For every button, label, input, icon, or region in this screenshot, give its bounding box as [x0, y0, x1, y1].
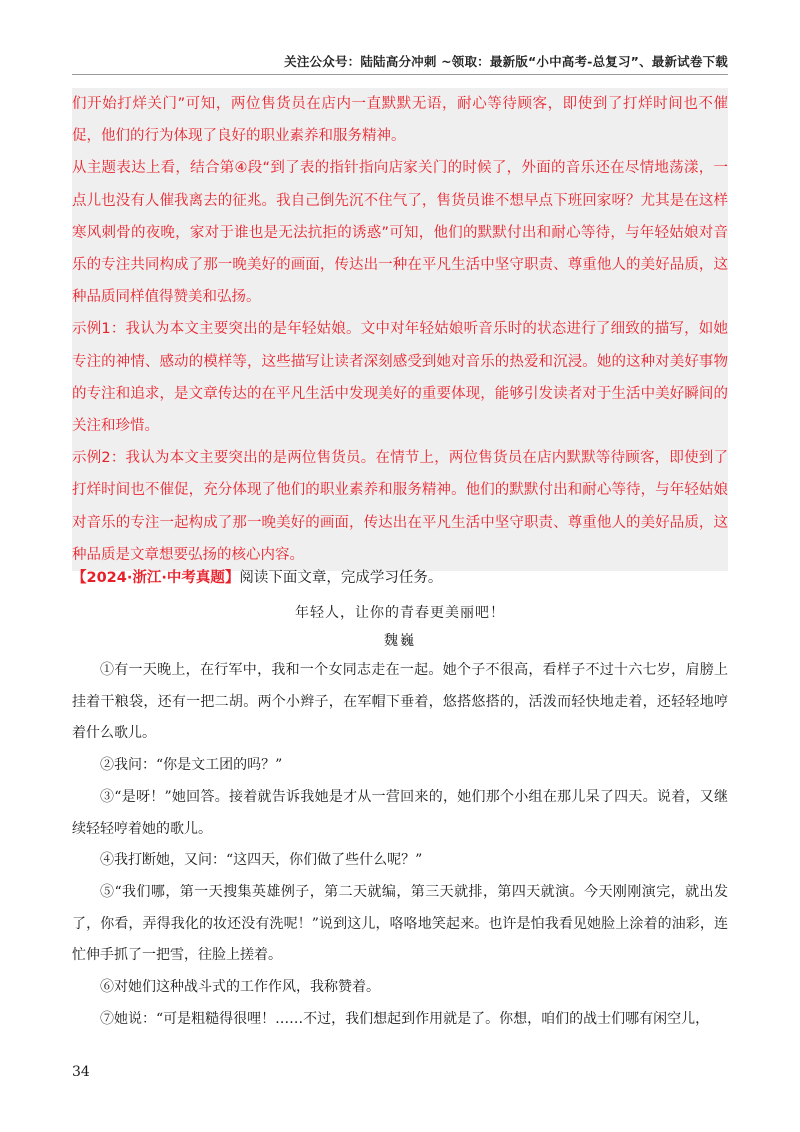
answer-paragraph: 示例1：我认为本文主要突出的是年轻姑娘。文中对年轻姑娘听音乐时的状态进行了细致的描写，如她专注的神情、感动的模样等，这些描写让读者深刻感受到她对音乐的热爱和沉浸。她的这种对美好事物的专注和追求，是文章传达的在平凡生活中发现美好的重要体现，能够引发读者对于生活中美好瞬间的关注和珍惜。: [72, 321, 728, 435]
page-header: 关注公众号：陆陆高分冲刺 ~领取：最新版“小中高考-总复习”、最新试卷下载: [284, 54, 728, 69]
article-title: 年轻人，让你的青春更美丽吧！: [295, 605, 505, 621]
question-source-tag: 【2024·浙江·中考真题】: [72, 570, 240, 586]
article-body: [72, 655, 728, 1035]
question-instruction: 阅读下面文章，完成学习任务。: [239, 570, 443, 586]
answer-paragraph: 示例2：我认为本文主要突出的是两位售货员。在情节上，两位售货员在店内默默等待顾客，即使到了打烊时间也不催促，充分体现了他们的职业素养和服务精神。他们的默默付出和耐心等待，与年轻姑娘对音乐的专注一起构成了那一晚美好的画面，传达出在平凡生活中坚守职责、尊重他人的美好品质，这种品质是文章想要弘扬的核心内容。: [72, 450, 728, 563]
article-paragraph: ⑥对她们这种战斗式的工作作风，我称赞着。: [100, 979, 380, 996]
article-paragraph: ②我问：“你是文工团的吗？”: [100, 757, 283, 774]
page-number: 34: [72, 1064, 90, 1080]
article-paragraph: ⑤“我们哪，第一天搜集英雄例子，第二天就编，第三天就排，第四天就演。今天刚刚演完，就出发了，你看，弄得我化的妆还没有洗呢！”说到这儿，咯咯地笑起来。也许是怕我看见她脸上涂着的油彩，连忙伸手抓了一把雪，往脸上搓着。: [72, 883, 728, 964]
article-author: 魏巍: [384, 633, 416, 649]
answer-paragraph: 从主题表达上看，结合第④段“到了表的指针指向店家关门的时候了，外面的音乐还在尽情地荡漾，一点儿也没有人催我离去的征兆。我自己倒先沉不住气了，售货员谁不想早点下班回家呀？尤其是在这样寒风刺骨的夜晚，家对于谁也是无法抗拒的诱惑”可知，他们的默默付出和耐心等待，与年轻姑娘对音乐的专注共同构成了那一晚美好的画面，传达出一种在平凡生活中坚守职责、尊重他人的美好品质，这种品质同样值得赞美和弘扬。: [72, 160, 728, 306]
article-paragraph: ⑦她说：“可是粗糙得很哩！……不过，我们想起到作用就是了。你想，咱们的战士们哪有闲空儿，: [100, 1010, 710, 1027]
question-heading: [72, 566, 728, 590]
answer-section: [72, 88, 728, 571]
answer-paragraph: 们开始打烊关门”可知，两位售货员在店内一直默默无语，耐心等待顾客，即使到了打烊时间也不催促，他们的行为体现了良好的职业素养和服务精神。: [72, 96, 728, 145]
article-paragraph: ④我打断她，又问：“这四天，你们做了些什么呢？”: [100, 852, 423, 869]
article-paragraph: ③“是呀！”她回答。接着就告诉我她是才从一营回来的，她们那个小组在那儿呆了四天。说着，又继续轻轻哼着她的歌儿。: [72, 788, 728, 837]
header-divider: [72, 74, 728, 75]
article-paragraph: ①有一天晚上，在行军中，我和一个女同志走在一起。她个子不很高，看样子不过十六七岁，肩膀上挂着干粮袋，还有一把二胡。两个小辫子，在军帽下垂着，悠搭悠搭的，活泼而轻快地走着，还轻轻地哼着什么歌儿。: [72, 662, 728, 742]
